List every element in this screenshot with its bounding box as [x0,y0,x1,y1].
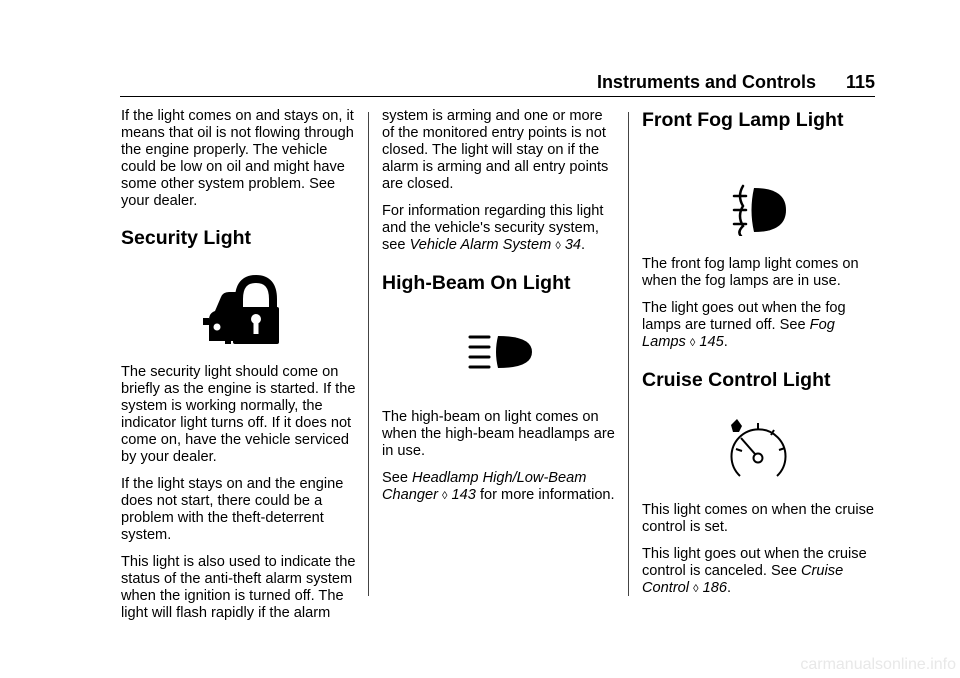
oil-paragraph: If the light comes on and stays on, it means that oil is not flowing through the engine properly. The vehicle could be low on oil and might have some other system problem. See your dealer. [121,108,354,209]
column-3 [642,108,878,608]
fog-paragraph-1: The front fog lamp light comes on when the fog lamps are in use. [642,256,859,289]
high-beam-paragraph-1: The high-beam on light comes on when the high-beam headlamps are in use. [382,409,615,459]
security-paragraph-3: This light is also used to indicate the status of the anti-theft alarm system when the ignition is turned off. The light will flash rapidly if the alarm [121,554,356,621]
column-2 [382,108,618,515]
fog-lamp-icon [642,132,878,236]
cruise-control-icon [642,392,878,488]
page-header [597,72,875,93]
cruise-control-link[interactable]: Cruise Control ◊ 186 [642,563,844,596]
fog-lamps-link[interactable]: Fog Lamps ◊ 145 [642,317,835,350]
high-beam-icon [382,295,618,395]
security-light-heading: Security Light [121,227,252,249]
security-paragraph-2: If the light stays on and the engine does not start, there could be a problem with the theft-deterrent system. [121,476,344,543]
fog-lamp-heading: Front Fog Lamp Light [642,109,844,131]
header-rule [120,96,875,97]
cruise-paragraph-2: This light goes out when the cruise control is canceled. See Cruise Control ◊ 186. [642,546,867,596]
column-divider-1 [368,112,369,596]
high-beam-paragraph-2: See Headlamp High/Low-Beam Changer ◊ 143 for more information. [382,470,615,503]
headlamp-changer-link[interactable]: Headlamp High/Low-Beam Changer ◊ 143 [382,470,587,503]
vehicle-alarm-link[interactable]: Vehicle Alarm System ◊ 34 [409,237,582,253]
column-divider-2 [628,112,629,596]
security-light-icon [121,250,357,350]
cruise-control-heading: Cruise Control Light [642,369,831,391]
watermark: carmanualsonline.info [800,656,956,673]
section-title: Instruments and Controls [596,72,816,92]
alarm-continued-paragraph: system is arming and one or more of the monitored entry points is not closed. The light will stay on if the alarm is arming and all entry points are closed. [382,108,609,192]
cruise-paragraph-1: This light comes on when the cruise control is set. [642,502,874,535]
page-number: 115 [845,72,875,92]
security-paragraph-1: The security light should come on briefly as the engine is started. If the system is working normally, the indicator light turns off. If it does not come on, have the vehicle serviced by your dealer. [121,364,356,465]
alarm-info-paragraph: For information regarding this light and the vehicle's security system, see Vehicle Alarm System ◊ 34. [382,203,604,253]
column-1 [121,108,357,632]
fog-paragraph-2: The light goes out when the fog lamps are turned off. See Fog Lamps ◊ 145. [642,300,846,350]
high-beam-heading: High-Beam On Light [382,272,571,294]
